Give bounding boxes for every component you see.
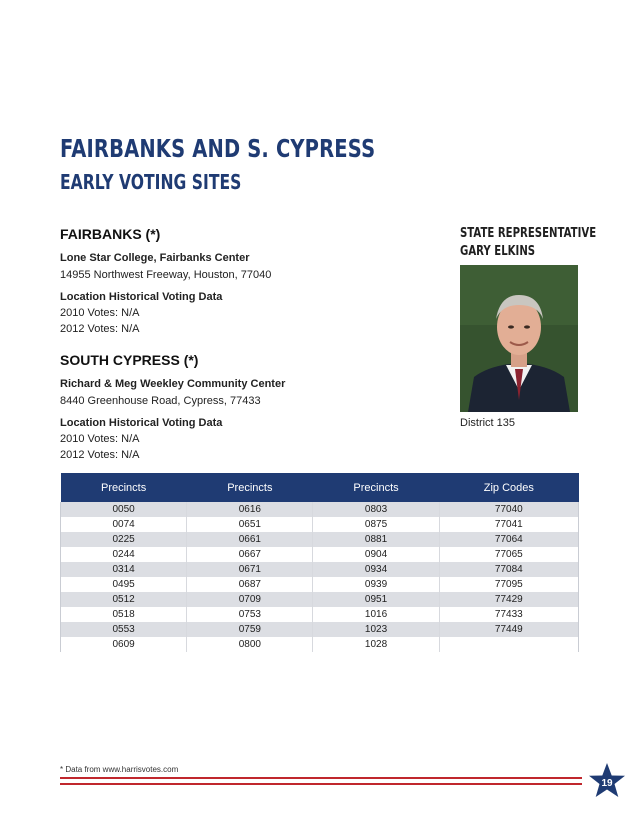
site-address: 8440 Greenhouse Road, Cypress, 77433 [60, 395, 261, 407]
table-cell: 0753 [187, 607, 313, 622]
table-cell: 0661 [187, 532, 313, 547]
table-row [61, 517, 579, 532]
table-cell: 0904 [313, 547, 439, 562]
table-row [61, 622, 579, 637]
table-cell: 0709 [187, 592, 313, 607]
table-row [61, 607, 579, 622]
table-cell [439, 637, 578, 652]
table-cell: 0314 [61, 562, 187, 577]
table-row [61, 547, 579, 562]
table-cell: 0512 [61, 592, 187, 607]
table-cell: 77429 [439, 592, 578, 607]
table-cell: 77433 [439, 607, 578, 622]
district-label: District 135 [460, 417, 516, 429]
page-title: FAIRBANKS AND S. CYPRESS [60, 134, 376, 163]
site-location: Lone Star College, Fairbanks Center [60, 252, 250, 264]
page-number-star [588, 762, 626, 800]
site-name-south-cypress: SOUTH CYPRESS (*) [60, 352, 199, 368]
site-location: Richard & Meg Weekley Community Center [60, 378, 286, 390]
table-row [61, 637, 579, 652]
table-cell: 77041 [439, 517, 578, 532]
column-header: Precincts [61, 473, 187, 502]
rep-title: STATE REPRESENTATIVE [460, 226, 597, 241]
table-cell: 0875 [313, 517, 439, 532]
votes-2012: 2012 Votes: N/A [60, 323, 140, 335]
table-header-row [61, 473, 579, 502]
site-address: 14955 Northwest Freeway, Houston, 77040 [60, 269, 272, 281]
precinct-table [60, 473, 579, 652]
table-cell: 1028 [313, 637, 439, 652]
table-row [61, 592, 579, 607]
table-cell: 77095 [439, 577, 578, 592]
page-subtitle: EARLY VOTING SITES [60, 170, 242, 194]
table-cell: 0651 [187, 517, 313, 532]
portrait-photo-icon [460, 265, 578, 412]
footer-rule-bottom [60, 783, 582, 785]
table-cell: 1023 [313, 622, 439, 637]
site-name-fairbanks: FAIRBANKS (*) [60, 226, 161, 242]
table-row [61, 577, 579, 592]
table-cell: 77064 [439, 532, 578, 547]
votes-2010: 2010 Votes: N/A [60, 433, 140, 445]
table-cell: 0244 [61, 547, 187, 562]
table-cell: 0553 [61, 622, 187, 637]
portrait-photo [460, 265, 578, 412]
footer-rule-top [60, 777, 582, 779]
table-row [61, 532, 579, 547]
history-label: Location Historical Voting Data [60, 417, 223, 429]
table-cell: 77065 [439, 547, 578, 562]
table-cell: 0934 [313, 562, 439, 577]
star-icon [588, 762, 626, 800]
table-cell: 0881 [313, 532, 439, 547]
table-cell: 77449 [439, 622, 578, 637]
table-cell: 0616 [187, 502, 313, 517]
table-cell: 0667 [187, 547, 313, 562]
table-cell: 0687 [187, 577, 313, 592]
rep-name: GARY ELKINS [460, 244, 536, 259]
table-cell: 0225 [61, 532, 187, 547]
footnote: * Data from www.harrisvotes.com [60, 765, 179, 774]
table-cell: 0800 [187, 637, 313, 652]
column-header: Zip Codes [439, 473, 578, 502]
votes-2010: 2010 Votes: N/A [60, 307, 140, 319]
table-cell: 1016 [313, 607, 439, 622]
table-cell: 0495 [61, 577, 187, 592]
history-label: Location Historical Voting Data [60, 291, 223, 303]
table-row [61, 562, 579, 577]
votes-2012: 2012 Votes: N/A [60, 449, 140, 461]
table-cell: 0759 [187, 622, 313, 637]
table-cell: 0518 [61, 607, 187, 622]
table-cell: 0609 [61, 637, 187, 652]
page-number: 19 [601, 778, 613, 789]
table-cell: 77084 [439, 562, 578, 577]
table-cell: 0939 [313, 577, 439, 592]
table-row [61, 502, 579, 517]
table-cell: 0050 [61, 502, 187, 517]
table-cell: 77040 [439, 502, 578, 517]
table-cell: 0803 [313, 502, 439, 517]
table-cell: 0074 [61, 517, 187, 532]
table-cell: 0671 [187, 562, 313, 577]
column-header: Precincts [313, 473, 439, 502]
column-header: Precincts [187, 473, 313, 502]
table-cell: 0951 [313, 592, 439, 607]
